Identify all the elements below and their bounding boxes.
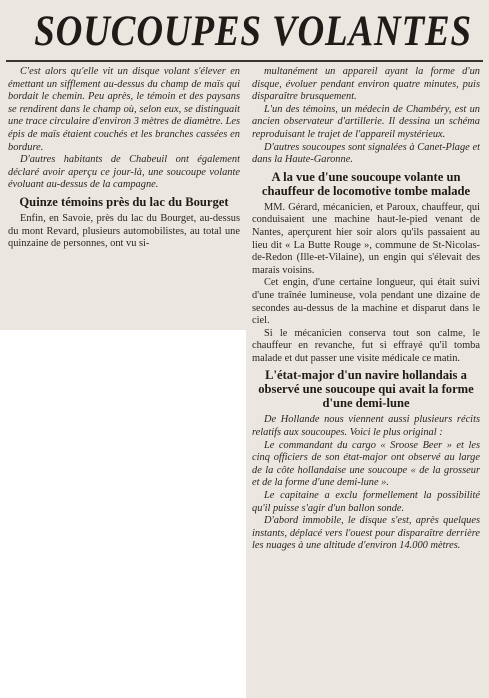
blank-area <box>0 330 246 698</box>
right-paragraph-7: De Hollande nous viennent aussi plusieurs récits relatifs aux soucoupes. Voici le plus original : <box>252 414 480 439</box>
left-paragraph-1: C'est alors qu'elle vit un disque volant s'élever en émettant un sifflement au-dessus du champ de maïs qui bordait le chemin. Peu après, le témoin et des paysans se rendirent dans le champ où, selon eux, se distinguait une trace circulaire d'environ 3 mètres de diamètre. Les épis de maïs étaient couchés et les branches cassées en bordure. <box>8 66 240 153</box>
right-paragraph-3: D'autres soucoupes sont signalées à Canet-Plage et dans la Haute-Garonne. <box>252 141 480 166</box>
right-column <box>252 66 480 692</box>
right-paragraph-10: D'abord immobile, le disque s'est, après quelques instants, déplacé vers l'ouest pour disparaître derrière les nuages à une altitude d'environ 14.000 mètres. <box>252 515 480 552</box>
right-paragraph-2: L'un des témoins, un médecin de Chambéry, est un ancien observateur d'artillerie. Il dessina un schéma reproduisant le trajet de l'appareil mystérieux. <box>252 103 480 140</box>
left-paragraph-2: D'autres habitants de Chabeuil ont également déclaré avoir aperçu ce jour-là, une soucoupe volante évoluant au-dessus de la campagne. <box>8 154 240 191</box>
right-paragraph-6: Si le mécanicien conserva tout son calme, le chauffeur en revanche, fut si effrayé qu'il tomba malade et dut passer une visite médicale ce matin. <box>252 327 480 364</box>
right-paragraph-1: multanément un appareil ayant la forme d'un disque, évoluer pendant environ quatre minutes, puis disparaître brusquement. <box>252 66 480 103</box>
right-paragraph-5: Cet engin, d'une certaine longueur, qui était suivi d'une traînée lumineuse, vola pendant une dizaine de secondes au-dessus de la machine et disparut dans le ciel. <box>252 277 480 327</box>
left-paragraph-3: Enfin, en Savoie, près du lac du Bourget, au-dessus du mont Revard, plusieurs automobilistes, au total une quinzaine de personnes, ont vu si- <box>8 212 240 250</box>
right-paragraph-9: Le capitaine a exclu formellement la possibilité qu'il puisse s'agir d'un ballon sonde. <box>252 490 480 514</box>
headline-rule <box>6 60 483 62</box>
subheading-locomotive: A la vue d'une soucoupe volante un chauffeur de locomotive tombe malade <box>261 169 471 198</box>
right-paragraph-4: MM. Gérard, mécanicien, et Paroux, chauffeur, qui conduisaient une machine haut-le-pied venant de Nantes, aperçurent hier soir alors qu'ils passaient au lieu dit « La Butte Rouge », commune de St-Nicolas-de-Redon (Ille-et-Vilaine), un engin qui s'élevait des marais voisins. <box>252 201 480 276</box>
right-paragraph-8: Le commandant du cargo « Sroose Beer » et les cinq officiers de son état-major ont observé au large de la côte hollandaise une soucoupe « de la grosseur et de la forme d'une demi-lune ». <box>252 439 480 489</box>
left-column <box>8 66 240 328</box>
subheading-navire: L'état-major d'un navire hollandais a observé une soucoupe qui avait la forme d'une demi-lune <box>258 368 474 411</box>
subheading-bourget: Quinze témoins près du lac du Bourget <box>19 194 229 209</box>
headline: SOUCOUPES VOLANTES <box>34 8 472 55</box>
